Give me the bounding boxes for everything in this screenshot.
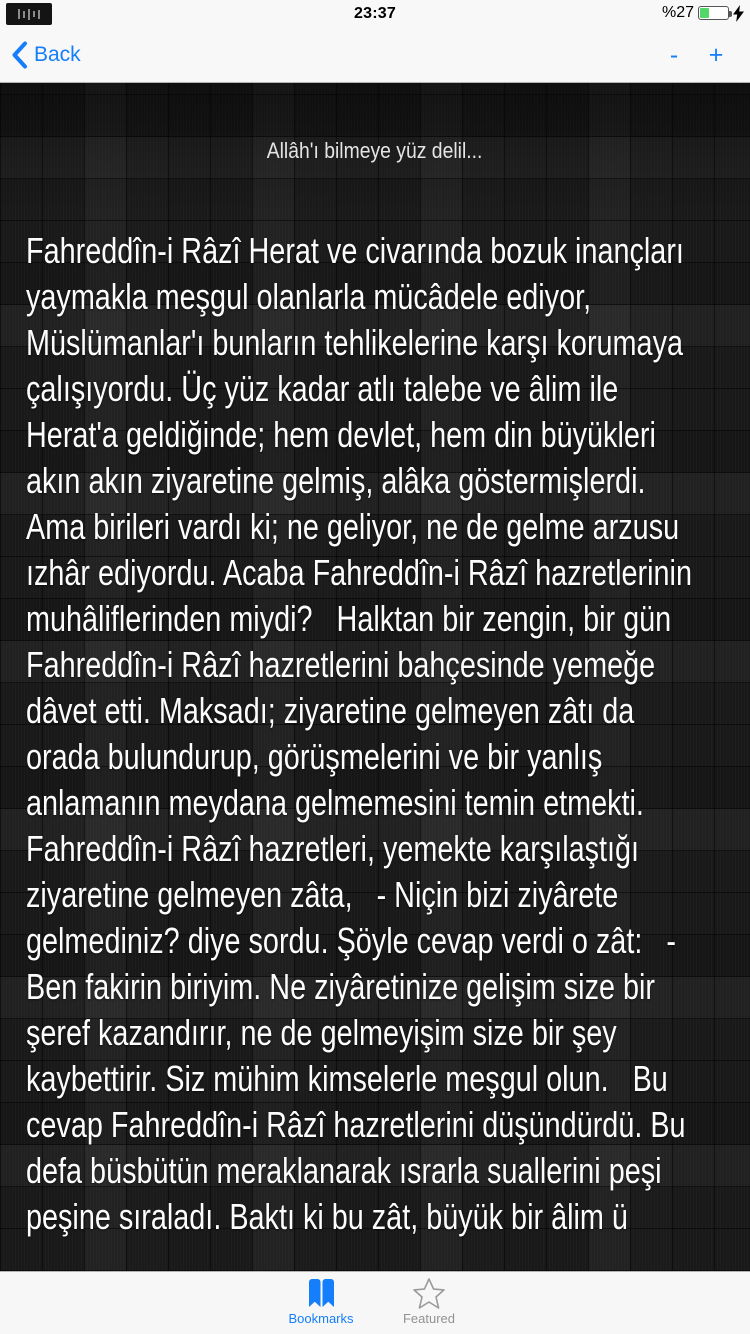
- text-line: yaymakla meşgul olanlarla mücâdele ediyor,: [26, 276, 592, 317]
- text-line: kaybettirir. Siz mühim kimselerle meşgul olun. Bu: [26, 1058, 668, 1099]
- star-icon: [412, 1277, 446, 1309]
- bookmarks-icon: [306, 1277, 337, 1309]
- navigation-bar: [0, 28, 750, 83]
- battery-icon: [698, 6, 729, 20]
- status-time: 23:37: [354, 5, 396, 22]
- back-button-label: Back: [34, 43, 81, 66]
- back-button[interactable]: [12, 28, 81, 82]
- text-line: akın akın ziyaretine gelmiş, alâka göstermişlerdi.: [26, 460, 646, 501]
- text-line: şeref kazandırır, ne de gelmeyişim size bir şey: [26, 1012, 617, 1053]
- tab-bar: [0, 1271, 750, 1334]
- text-line: anlamanın meydana gelmemesini temin etmekti.: [26, 782, 644, 823]
- tab-featured[interactable]: [391, 1272, 467, 1334]
- text-line: Fahreddîn-i Râzî Herat ve civarında bozuk inançları: [26, 230, 684, 271]
- text-line: çalışıyordu. Üç yüz kadar atlı talebe ve âlim ile: [26, 368, 619, 409]
- status-bar: [0, 0, 750, 28]
- font-decrease-button[interactable]: -: [669, 40, 679, 69]
- back-chevron-icon: [12, 41, 27, 69]
- tab-bookmarks-label: Bookmarks: [288, 1311, 354, 1326]
- battery-indicator: [662, 4, 744, 22]
- text-line: Fahreddîn-i Râzî hazretlerini bahçesinde yemeğe: [26, 644, 656, 685]
- font-size-controls: [660, 28, 730, 82]
- text-line: muhâliflerinden miydi? Halktan bir zengin, bir gün: [26, 598, 672, 639]
- tab-bookmarks[interactable]: [283, 1272, 359, 1334]
- text-line: defa büsbütün meraklanarak ısrarla suallerini peşi: [26, 1150, 662, 1191]
- tab-featured-label: Featured: [402, 1311, 456, 1326]
- text-line: gelmediniz? diye sordu. Şöyle cevap verdi o zât: -: [26, 920, 676, 961]
- text-line: Ama birileri vardı ki; ne geliyor, ne de gelme arzusu: [26, 506, 680, 547]
- text-line: peşine sıraladı. Baktı ki bu zât, büyük bir âlim ü: [26, 1196, 628, 1237]
- battery-percent-label: %27: [661, 4, 694, 21]
- article-title: Allâh'ı bilmeye yüz delil...: [267, 138, 483, 163]
- text-line: cevap Fahreddîn-i Râzî hazretlerini düşündürdü. Bu: [26, 1104, 686, 1145]
- charging-bolt-icon: [733, 5, 744, 22]
- text-line: orada bulundurup, görüşmelerini ve bir yanlış: [26, 736, 603, 777]
- text-line: ziyaretine gelmeyen zâta, - Niçin bizi ziyârete: [26, 874, 619, 915]
- text-line: Fahreddîn-i Râzî hazretleri, yemekte karşılaştığı: [26, 828, 640, 869]
- font-increase-button[interactable]: +: [708, 40, 724, 69]
- text-line: Müslümanlar'ı bunların tehlikelerine karşı korumaya: [26, 322, 683, 363]
- article-body: [26, 228, 736, 1237]
- text-line: dâvet etti. Maksadı; ziyaretine gelmeyen zâtı da: [26, 690, 635, 731]
- text-line: Ben fakirin biriyim. Ne ziyâretinize gelişim size bir: [26, 966, 655, 1007]
- text-line: Herat'a geldiğinde; hem devlet, hem din büyükleri: [26, 414, 656, 455]
- article-view[interactable]: [0, 83, 750, 1271]
- text-line: ızhâr ediyordu. Acaba Fahreddîn-i Râzî hazretlerinin: [26, 552, 692, 593]
